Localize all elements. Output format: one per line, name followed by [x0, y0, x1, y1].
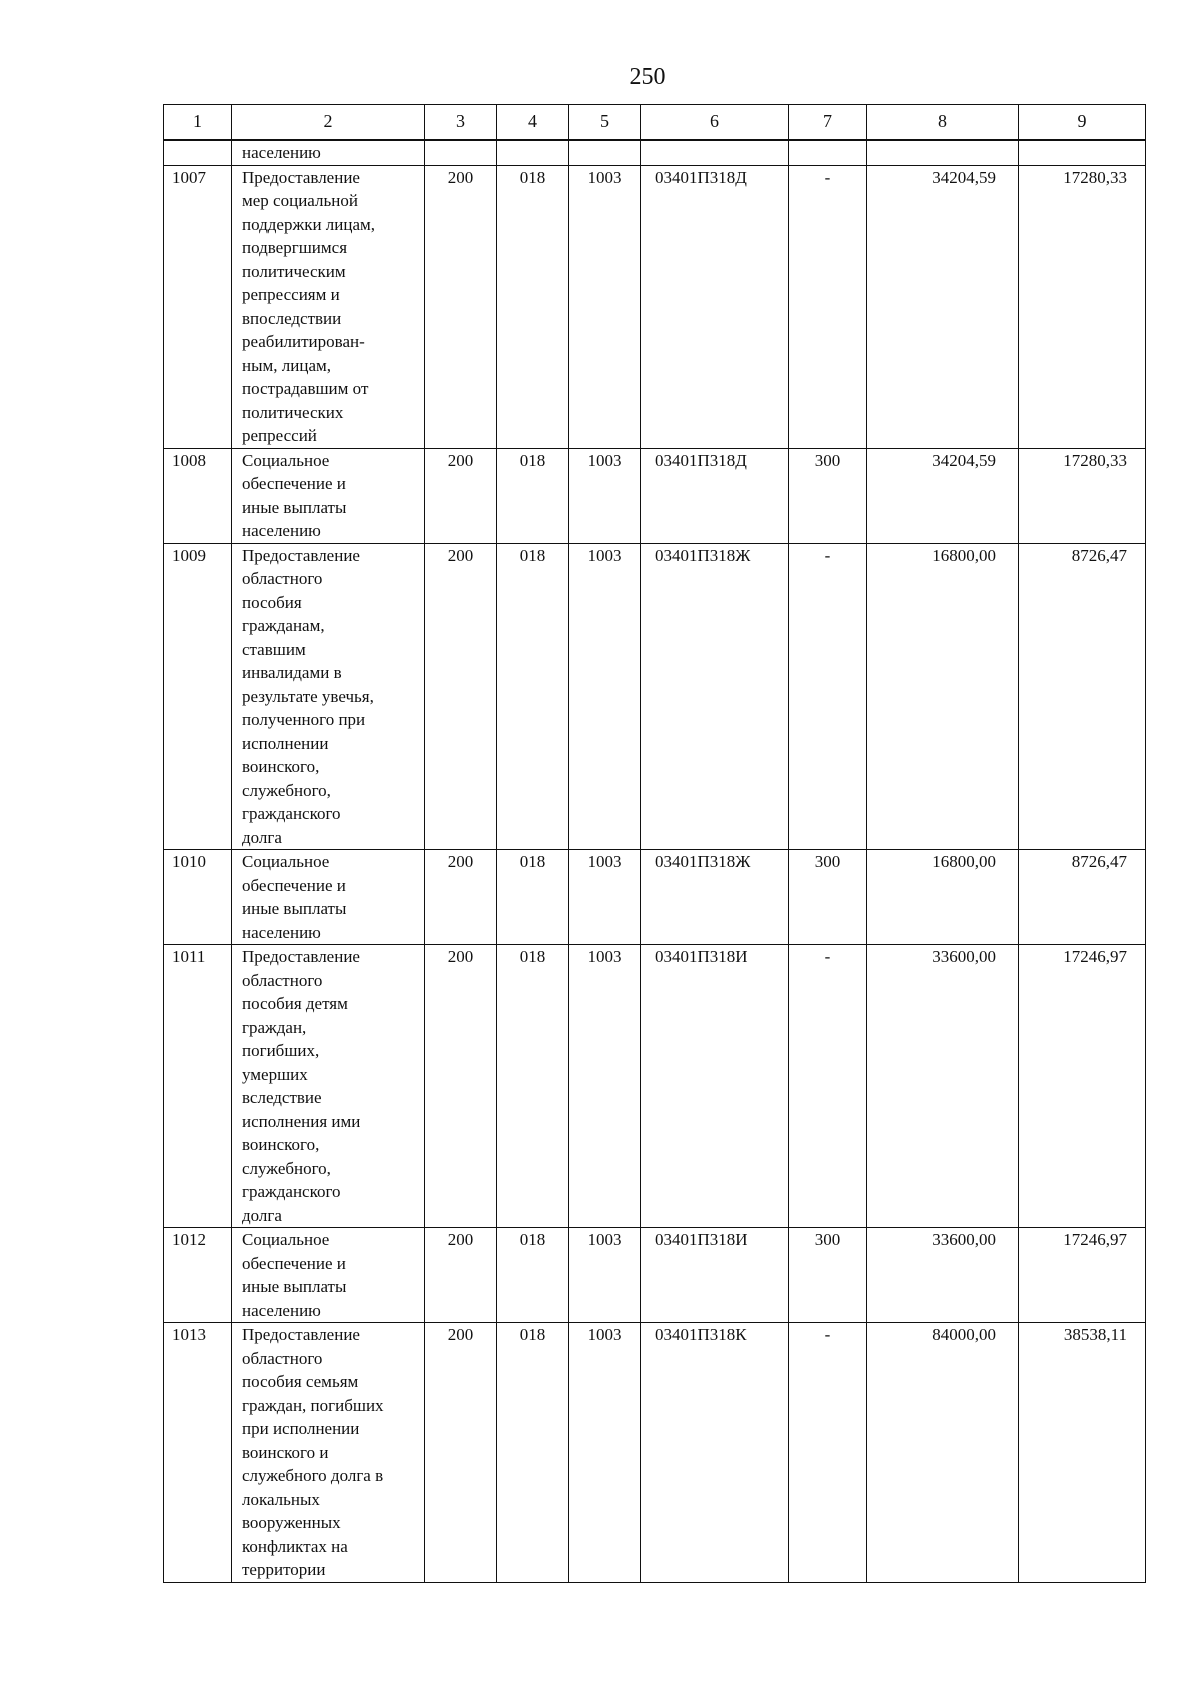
empty-cell — [867, 140, 1019, 165]
empty-cell — [425, 140, 497, 165]
row-c3-cell: 200 — [425, 543, 497, 850]
header-cell: 4 — [497, 105, 569, 141]
row-executed-cell: 17280,33 — [1019, 165, 1146, 448]
header-cell: 3 — [425, 105, 497, 141]
row-amount-cell: 33600,00 — [867, 945, 1019, 1228]
empty-cell — [789, 140, 867, 165]
row-name-line: ставшим — [242, 639, 306, 659]
row-name-line: долга — [242, 1205, 282, 1225]
row-c4-cell: 018 — [497, 1228, 569, 1323]
row-name-line: политическим — [242, 261, 346, 281]
row-c4-cell: 018 — [497, 850, 569, 945]
row-c5-cell: 1003 — [569, 165, 641, 448]
row-name-line: мер социальной — [242, 191, 358, 210]
row-name-line: долга — [242, 827, 282, 847]
row-code-cell: 03401П318Ж — [641, 850, 789, 945]
row-name-cell — [232, 543, 425, 850]
table-row — [164, 945, 1146, 1228]
row-name-line: воинского и — [242, 1442, 329, 1462]
row-name-line: пособия детям — [242, 994, 348, 1013]
row-c7-cell: 300 — [789, 1228, 867, 1323]
row-name-cell — [232, 1323, 425, 1583]
table-row — [164, 165, 1146, 448]
row-name-line: ным, лицам, — [242, 355, 332, 375]
header-cell: 2 — [232, 105, 425, 141]
row-name-cell — [232, 165, 425, 448]
row-name-line: служебного, — [242, 1158, 331, 1178]
row-c5-cell: 1003 — [569, 850, 641, 945]
row-name-line: граждан, погибших — [242, 1395, 384, 1415]
row-name-line: служебного долга в — [242, 1466, 384, 1485]
row-name-line: инвалидами в — [242, 663, 342, 682]
row-name-line: впоследствии — [242, 308, 342, 328]
empty-cell — [497, 140, 569, 165]
row-number-cell: 1013 — [164, 1323, 232, 1583]
empty-cell — [569, 140, 641, 165]
row-name-line: населению — [242, 922, 321, 942]
table-row — [164, 543, 1146, 850]
row-executed-cell: 8726,47 — [1019, 850, 1146, 945]
row-name-line: областного — [242, 1348, 323, 1368]
row-name-line: погибших, — [242, 1041, 320, 1060]
row-name-line: исполнения ими — [242, 1111, 361, 1131]
row-code-cell: 03401П318К — [641, 1323, 789, 1583]
row-number-cell: 1011 — [164, 945, 232, 1228]
row-c3-cell: 200 — [425, 1228, 497, 1323]
row-code-cell: 03401П318И — [641, 945, 789, 1228]
row-name-line: Предоставление — [242, 1325, 360, 1344]
row-name-line: исполнении — [242, 733, 329, 753]
row-name-line: конфликтах на — [242, 1536, 348, 1556]
row-name-line: иные выплаты — [242, 497, 347, 517]
row-amount-cell: 34204,59 — [867, 165, 1019, 448]
table-row — [164, 1323, 1146, 1583]
header-cell: 7 — [789, 105, 867, 141]
row-number-cell: 1008 — [164, 448, 232, 543]
row-c7-cell: - — [789, 1323, 867, 1583]
row-amount-cell: 34204,59 — [867, 448, 1019, 543]
row-executed-cell: 17246,97 — [1019, 1228, 1146, 1323]
header-cell: 1 — [164, 105, 232, 141]
row-c7-cell: - — [789, 945, 867, 1228]
row-name-line: гражданского — [242, 1182, 341, 1201]
row-code-cell: 03401П318Д — [641, 165, 789, 448]
row-c7-cell: - — [789, 165, 867, 448]
header-cell: 8 — [867, 105, 1019, 141]
row-executed-cell: 17280,33 — [1019, 448, 1146, 543]
row-name-line: областного — [242, 970, 323, 990]
continuation-name-cell: населению — [232, 140, 425, 165]
header-cell: 5 — [569, 105, 641, 141]
row-name-line: умерших — [242, 1064, 308, 1084]
row-amount-cell: 16800,00 — [867, 850, 1019, 945]
row-c5-cell: 1003 — [569, 945, 641, 1228]
row-name-cell — [232, 448, 425, 543]
row-c3-cell: 200 — [425, 165, 497, 448]
table-body — [164, 105, 1146, 1583]
row-name-cell — [232, 945, 425, 1228]
row-name-line: подвергшимся — [242, 238, 348, 257]
row-name-line: пособия семьям — [242, 1372, 359, 1391]
row-executed-cell: 17246,97 — [1019, 945, 1146, 1228]
row-name-line: обеспечение и — [242, 875, 346, 895]
row-name-line: воинского, — [242, 757, 320, 776]
row-name-line: локальных — [242, 1489, 320, 1509]
row-c4-cell: 018 — [497, 165, 569, 448]
row-code-cell: 03401П318И — [641, 1228, 789, 1323]
table-row — [164, 1228, 1146, 1323]
row-amount-cell: 16800,00 — [867, 543, 1019, 850]
row-name-line: гражданам, — [242, 616, 325, 635]
row-name-line: поддержки лицам, — [242, 214, 376, 234]
header-cell: 6 — [641, 105, 789, 141]
row-name-line: граждан, — [242, 1017, 307, 1037]
row-name-line: результате увечья, — [242, 686, 374, 706]
row-name-line: Социальное — [242, 852, 330, 871]
row-number-cell: 1010 — [164, 850, 232, 945]
row-name-line: Социальное — [242, 1230, 330, 1249]
row-name-line: обеспечение и — [242, 1253, 346, 1273]
row-executed-cell: 8726,47 — [1019, 543, 1146, 850]
page-number: 250 — [629, 64, 666, 90]
row-name-line: репрессиям и — [242, 285, 340, 304]
row-name-line: пособия — [242, 592, 302, 612]
continuation-num-cell — [164, 140, 232, 165]
table-row — [164, 448, 1146, 543]
row-c4-cell: 018 — [497, 543, 569, 850]
continuation-row — [164, 140, 1146, 165]
row-name-line: репрессий — [242, 426, 317, 445]
row-name-line: населению — [242, 521, 321, 540]
row-name-line: служебного, — [242, 780, 331, 800]
row-c5-cell: 1003 — [569, 1228, 641, 1323]
table-header-row — [164, 105, 1146, 141]
row-name-line: Предоставление — [242, 545, 360, 565]
row-name-line: населению — [242, 1300, 321, 1320]
empty-cell — [1019, 140, 1146, 165]
row-c4-cell: 018 — [497, 945, 569, 1228]
row-c7-cell: 300 — [789, 850, 867, 945]
row-code-cell: 03401П318Д — [641, 448, 789, 543]
row-name-line: территории — [242, 1560, 326, 1579]
row-c3-cell: 200 — [425, 1323, 497, 1583]
row-c5-cell: 1003 — [569, 1323, 641, 1583]
row-name-line: пострадавшим от — [242, 379, 369, 398]
row-number-cell: 1012 — [164, 1228, 232, 1323]
row-c4-cell: 018 — [497, 448, 569, 543]
row-c7-cell: - — [789, 543, 867, 850]
row-name-line: вследствие — [242, 1088, 322, 1107]
row-c3-cell: 200 — [425, 850, 497, 945]
row-c7-cell: 300 — [789, 448, 867, 543]
row-name-line: полученного при — [242, 710, 366, 729]
row-name-line: Предоставление — [242, 947, 360, 966]
row-c5-cell: 1003 — [569, 543, 641, 850]
row-name-line: Социальное — [242, 450, 330, 470]
row-name-line: воинского, — [242, 1135, 320, 1154]
row-c5-cell: 1003 — [569, 448, 641, 543]
row-name-line: вооруженных — [242, 1513, 341, 1532]
table-row — [164, 850, 1146, 945]
budget-table — [163, 104, 1146, 1583]
row-name-line: иные выплаты — [242, 1277, 347, 1296]
row-executed-cell: 38538,11 — [1019, 1323, 1146, 1583]
row-name-line: Предоставление — [242, 167, 360, 187]
row-number-cell: 1009 — [164, 543, 232, 850]
row-c3-cell: 200 — [425, 448, 497, 543]
row-number-cell: 1007 — [164, 165, 232, 448]
row-c4-cell: 018 — [497, 1323, 569, 1583]
row-name-line: обеспечение и — [242, 474, 346, 493]
row-name-line: при исполнении — [242, 1419, 360, 1438]
header-cell: 9 — [1019, 105, 1146, 141]
row-name-line: иные выплаты — [242, 899, 347, 918]
row-name-line: политических — [242, 402, 344, 422]
row-code-cell: 03401П318Ж — [641, 543, 789, 850]
row-amount-cell: 84000,00 — [867, 1323, 1019, 1583]
row-amount-cell: 33600,00 — [867, 1228, 1019, 1323]
row-name-line: гражданского — [242, 804, 341, 823]
row-name-cell — [232, 850, 425, 945]
row-c3-cell: 200 — [425, 945, 497, 1228]
empty-cell — [641, 140, 789, 165]
row-name-line: реабилитирован- — [242, 332, 365, 351]
row-name-line: областного — [242, 569, 323, 588]
row-name-cell — [232, 1228, 425, 1323]
